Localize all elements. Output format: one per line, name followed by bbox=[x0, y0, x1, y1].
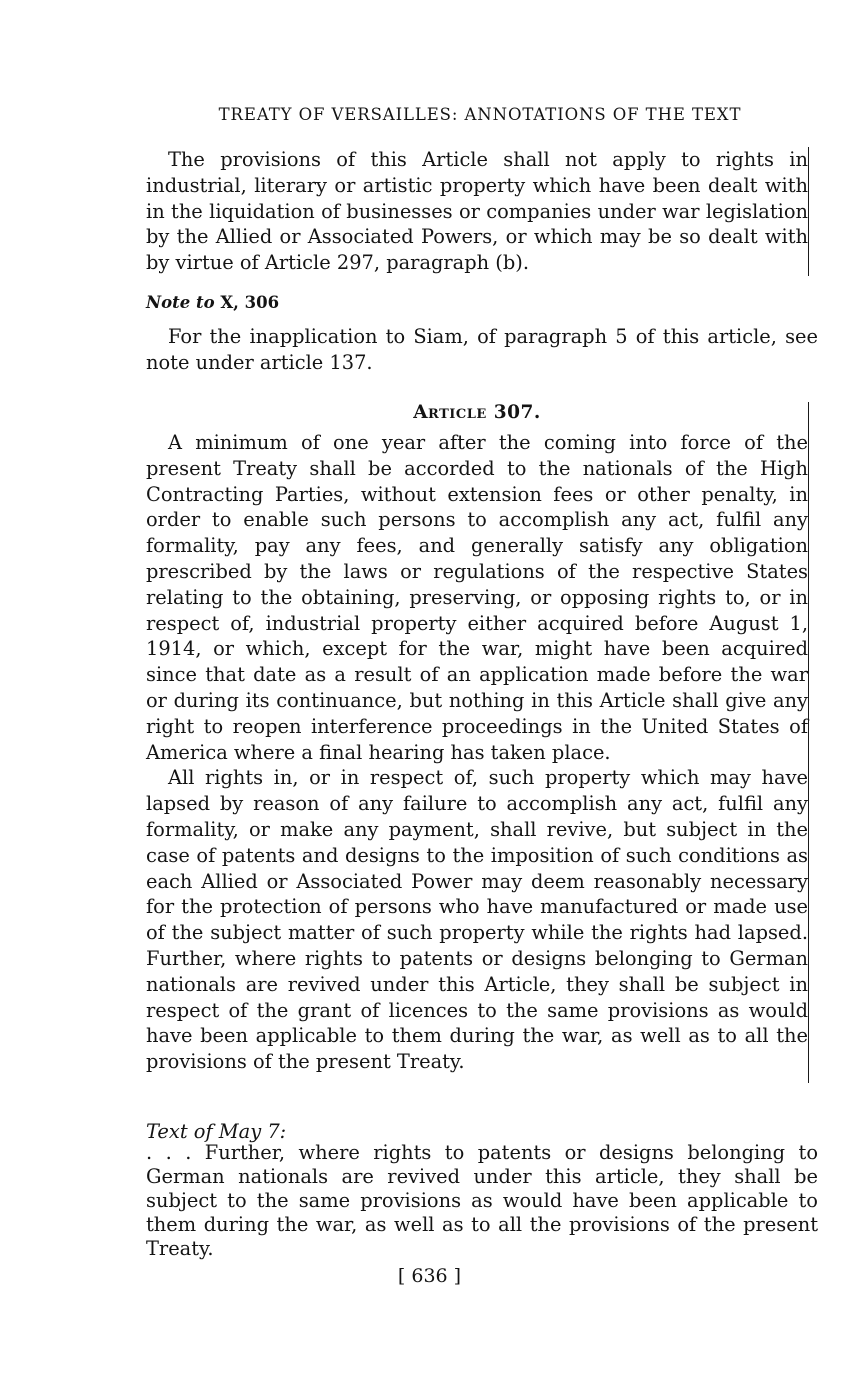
text-of-may-heading: Text of May 7: bbox=[146, 1120, 287, 1143]
article-heading bbox=[146, 402, 808, 423]
page-number: [ 636 ] bbox=[397, 1265, 462, 1287]
article-paragraph-1: A minimum of one year after the coming into force of the present Treaty shall be accorded to the nationals of the High Contracting Parties, without extension fees or other penalty, in order to enable such persons to accomplish any act, fulfil any formality, pay any fees, and generally satisfy any obligation prescribed by the laws or regulations of the respective States relating to the obtaining, preserving, or opposing rights to, or in respect of, industrial property either acquired before August 1, 1914, or which, except for the war, might have been acquired since that date as a result of an application made before the war or during its continuance, but nothing in this Article shall give any right to reopen interference proceedings in the United States of America where a final hearing has taken place. bbox=[146, 431, 808, 764]
article-continuation-block bbox=[146, 147, 809, 276]
note-reference: X, 306 bbox=[220, 293, 280, 312]
note-text: For the inapplication to Siam, of paragraph 5 of this article, see note under article 137. bbox=[146, 325, 818, 374]
note-heading bbox=[146, 293, 279, 312]
article-number: 307. bbox=[493, 402, 541, 423]
text-of-may-body: . . . Further, where rights to patents or designs belonging to German nationals are revived under this article, they shall be subject to the same provisions as would have been applicable to them during the war, as well as to all the provisions of the present Treaty. bbox=[146, 1141, 818, 1260]
note-label: Note to bbox=[146, 293, 215, 312]
continuation-paragraph: The provisions of this Article shall not apply to rights in industrial, literary or artistic property which have been dealt with in the liquidation of businesses or companies under war legislation by the Allied or Associated Powers, or which may be so dealt with by virtue of Article 297, paragraph (b). bbox=[146, 148, 808, 275]
text-of-may-block bbox=[146, 1141, 818, 1261]
running-head: TREATY OF VERSAILLES: ANNOTATIONS OF THE TEXT bbox=[218, 105, 742, 124]
article-307-block bbox=[146, 402, 809, 1083]
article-heading-word: Article bbox=[413, 402, 487, 423]
article-paragraph-2: All rights in, or in respect of, such property which may have lapsed by reason of any failure to accomplish any act, fulfil any formality, or make any payment, shall revive, but subject in the case of patents and designs to the imposition of such conditions as each Allied or Associated Power may deem reasonably necessary for the protection of persons who have manufactured or made use of the subject matter of such property while the rights had lapsed. Further, where rights to patents or designs belonging to German nationals are revived under this Article, they shall be subject in respect of the grant of licences to the same provisions as would have been applicable to them during the war, as well as to all the provisions of the present Treaty. bbox=[146, 766, 808, 1074]
note-block bbox=[146, 324, 818, 376]
